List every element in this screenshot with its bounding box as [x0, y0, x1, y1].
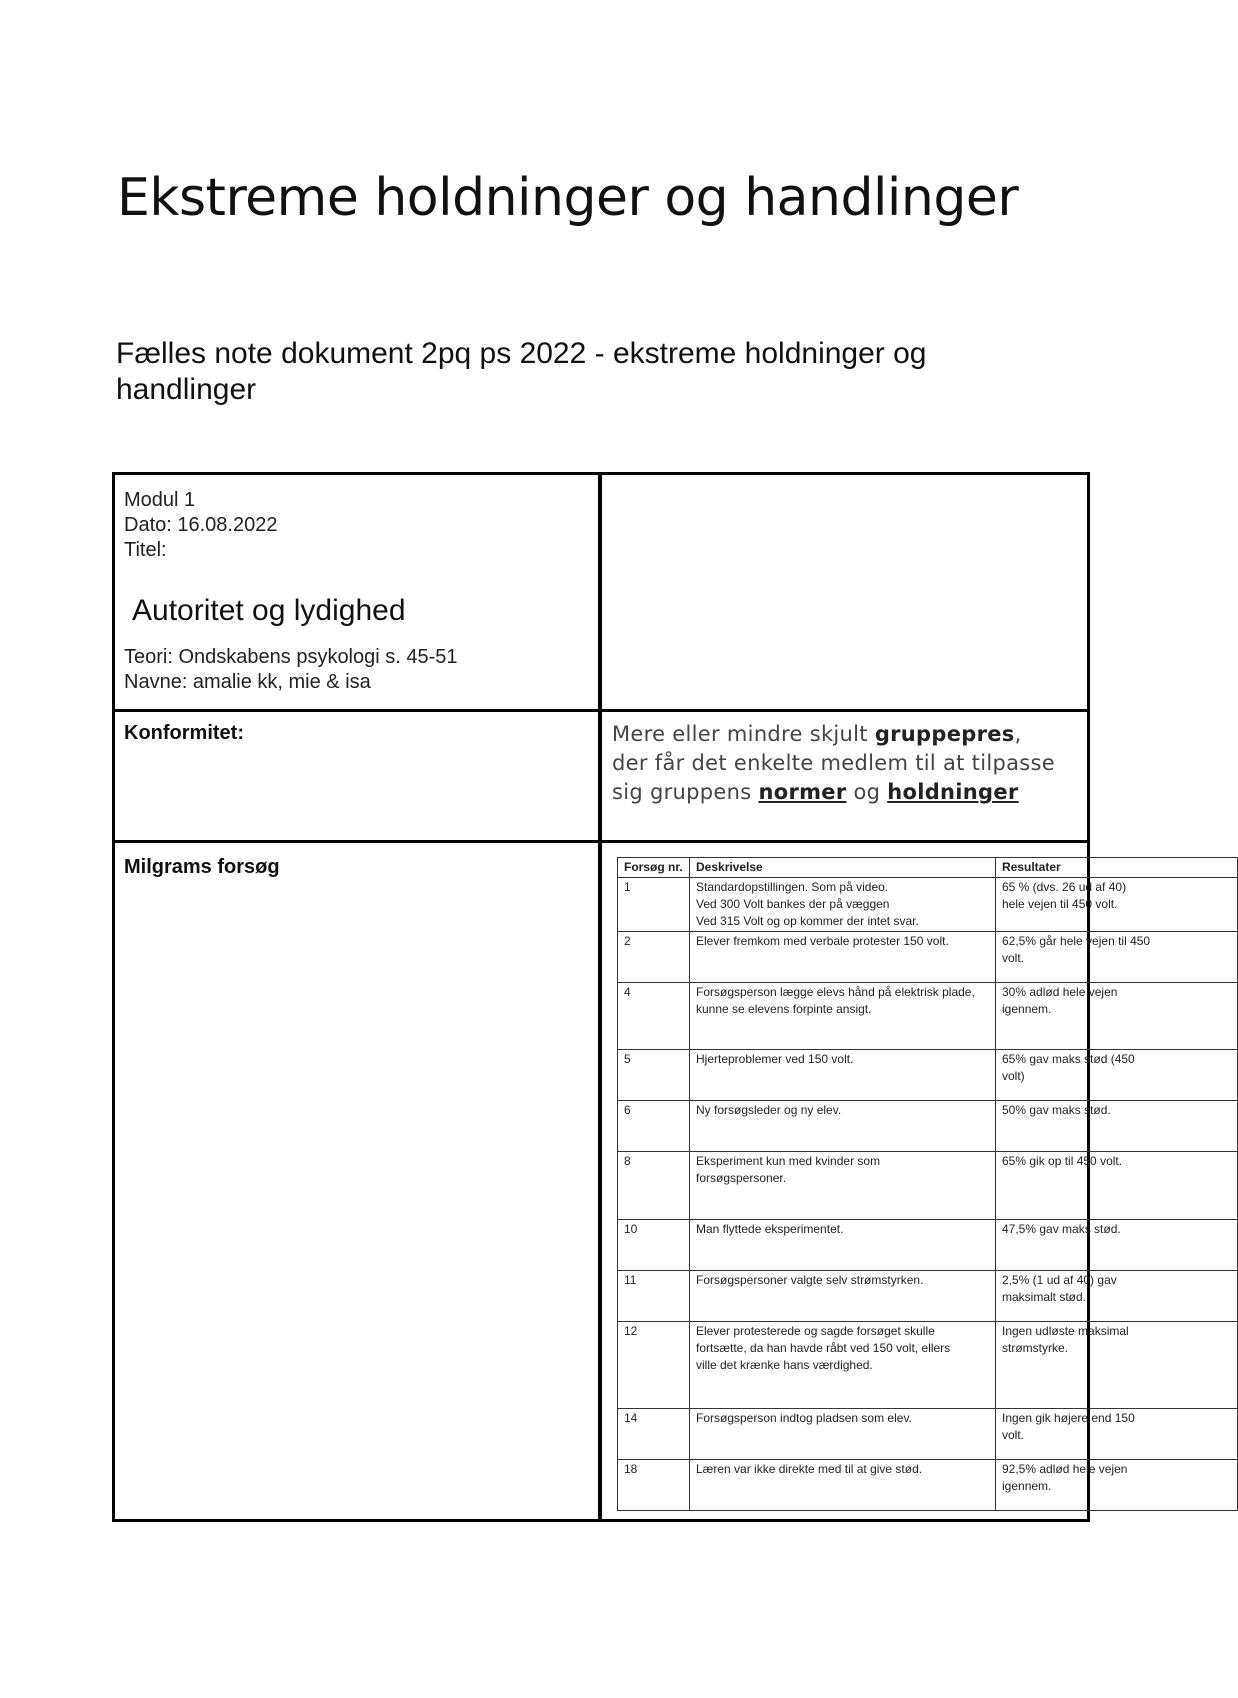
table-row: [618, 1050, 1238, 1101]
table-cell: 11: [618, 1271, 690, 1322]
row-divider-1: [112, 709, 1090, 712]
table-cell: 14: [618, 1409, 690, 1460]
milgram-experiment-table: [617, 857, 1238, 1511]
table-cell: 65% gav maks stød (450 volt): [996, 1050, 1238, 1101]
table-row: [618, 932, 1238, 983]
row-divider-2: [112, 840, 1090, 843]
table-row: [618, 1220, 1238, 1271]
konformitet-definition: Mere eller mindre skjult gruppepres, der får det enkelte medlem til at tilpasse sig gruppens normer og holdninger: [612, 722, 1055, 804]
modul-names: Navne: amalie kk, mie & isa: [124, 671, 371, 693]
document-title: Ekstreme holdninger og handlinger: [117, 168, 1019, 228]
table-row: [618, 1322, 1238, 1409]
document-subtitle: Fælles note dokument 2pq ps 2022 - ekstreme holdninger og handlinger: [116, 337, 927, 406]
table-cell: 8: [618, 1152, 690, 1220]
table-cell: 30% adlød hele vejen igennem.: [996, 983, 1238, 1050]
table-cell: Forsøgsperson indtog pladsen som elev.: [690, 1409, 996, 1460]
table-cell: 65% gik op til 450 volt.: [996, 1152, 1238, 1220]
modul-number: Modul 1: [124, 489, 196, 511]
milgram-table-image: [617, 857, 1151, 1512]
table-cell: Forsøgsperson lægge elevs hånd på elektrisk plade, kunne se elevens forpinte ansigt.: [690, 983, 996, 1050]
table-row: [618, 1101, 1238, 1152]
table-cell: Ingen gik højere end 150 volt.: [996, 1409, 1238, 1460]
table-cell: 92,5% adlød hele vejen igennem.: [996, 1460, 1238, 1511]
table-cell: Elever protesterede og sagde forsøget skulle fortsætte, da han havde råbt ved 150 volt, ellers ville det krænke hans værdighed.: [690, 1322, 996, 1409]
table-cell: 50% gav maks stød.: [996, 1101, 1238, 1152]
table-cell: 47,5% gav maks stød.: [996, 1220, 1238, 1271]
modul-date: Dato: 16.08.2022: [124, 514, 278, 536]
table-cell: Ingen udløste maksimal strømstyrke.: [996, 1322, 1238, 1409]
table-row: [618, 1152, 1238, 1220]
column-divider: [598, 472, 602, 1522]
modul-title-label: Titel:: [124, 539, 167, 561]
modul-info-cell: [124, 488, 584, 695]
table-cell: 6: [618, 1101, 690, 1152]
table-row: [618, 1460, 1238, 1511]
header-forsoeg-nr: Forsøg nr.: [618, 858, 690, 878]
table-row: [618, 1271, 1238, 1322]
table-cell: 2,5% (1 ud af 40) gav maksimalt stød.: [996, 1271, 1238, 1322]
table-cell: 1: [618, 878, 690, 932]
keyword-gruppepres: gruppepres: [874, 722, 1015, 746]
table-cell: Hjerteproblemer ved 150 volt.: [690, 1050, 996, 1101]
keyword-normer: normer: [758, 780, 847, 804]
table-row: [618, 1409, 1238, 1460]
header-deskrivelse: Deskrivelse: [690, 858, 996, 878]
header-resultater: Resultater: [996, 858, 1238, 878]
modul-theory: Teori: Ondskabens psykologi s. 45-51: [124, 646, 458, 668]
table-cell: Standardopstillingen. Som på video. Ved 300 Volt bankes der på væggen Ved 315 Volt og op kommer der intet svar.: [690, 878, 996, 932]
table-cell: Man flyttede eksperimentet.: [690, 1220, 996, 1271]
table-cell: 65 % (dvs. 26 ud af 40) hele vejen til 450 volt.: [996, 878, 1238, 932]
table-cell: 18: [618, 1460, 690, 1511]
table-cell: 5: [618, 1050, 690, 1101]
milgram-label: Milgrams forsøg: [124, 856, 280, 878]
table-cell: Eksperiment kun med kvinder som forsøgspersoner.: [690, 1152, 996, 1220]
table-cell: 2: [618, 932, 690, 983]
table-cell: Elever fremkom med verbale protester 150 volt.: [690, 932, 996, 983]
table-cell: 62,5% går hele vejen til 450 volt.: [996, 932, 1238, 983]
table-row: [618, 878, 1238, 932]
table-cell: Læren var ikke direkte med til at give stød.: [690, 1460, 996, 1511]
table-cell: Ny forsøgsleder og ny elev.: [690, 1101, 996, 1152]
modul-title: Autoritet og lydighed: [132, 594, 406, 627]
table-row: [618, 983, 1238, 1050]
keyword-holdninger: holdninger: [887, 780, 1019, 804]
table-cell: 10: [618, 1220, 690, 1271]
table-cell: Forsøgspersoner valgte selv strømstyrken.: [690, 1271, 996, 1322]
table-cell: 12: [618, 1322, 690, 1409]
table-cell: 4: [618, 983, 690, 1050]
konformitet-label: Konformitet:: [124, 722, 244, 744]
